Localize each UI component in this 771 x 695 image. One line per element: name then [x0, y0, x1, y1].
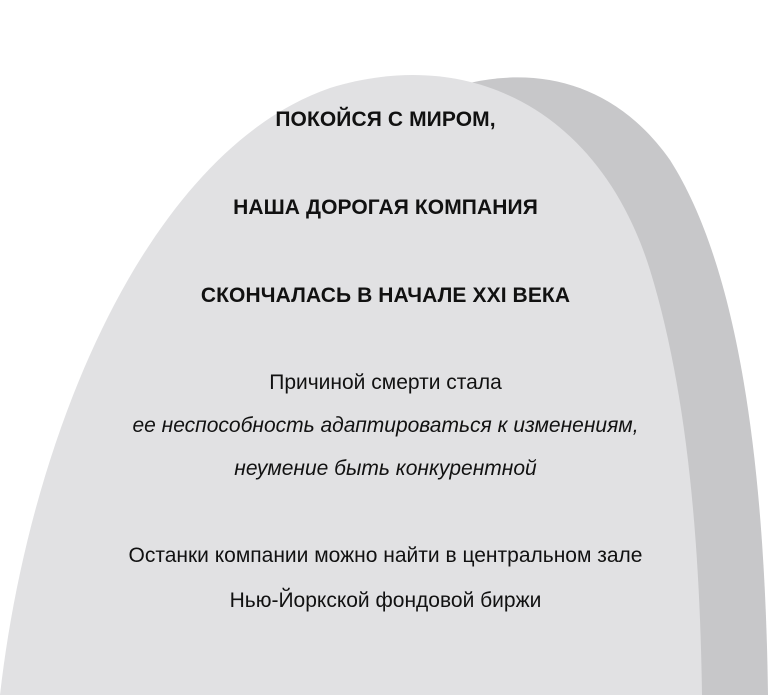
headline-rest-in-peace: ПОКОЙСЯ С МИРОМ, — [275, 108, 496, 131]
remains-exchange: Нью-Йоркской фондовой биржи — [229, 589, 542, 612]
headline-dear-company: НАША ДОРОГАЯ КОМПАНИЯ — [233, 196, 538, 219]
cause-adaptation: ее неспособность адаптироваться к изменениям, — [132, 414, 639, 437]
headline-passed-away: СКОНЧАЛАСЬ В НАЧАЛЕ XXI ВЕКА — [200, 284, 571, 307]
cause-competition: неумение быть конкурентной — [234, 457, 537, 480]
remains-location: Останки компании можно найти в центральном зале — [128, 544, 643, 567]
cause-intro: Причиной смерти стала — [269, 371, 502, 394]
